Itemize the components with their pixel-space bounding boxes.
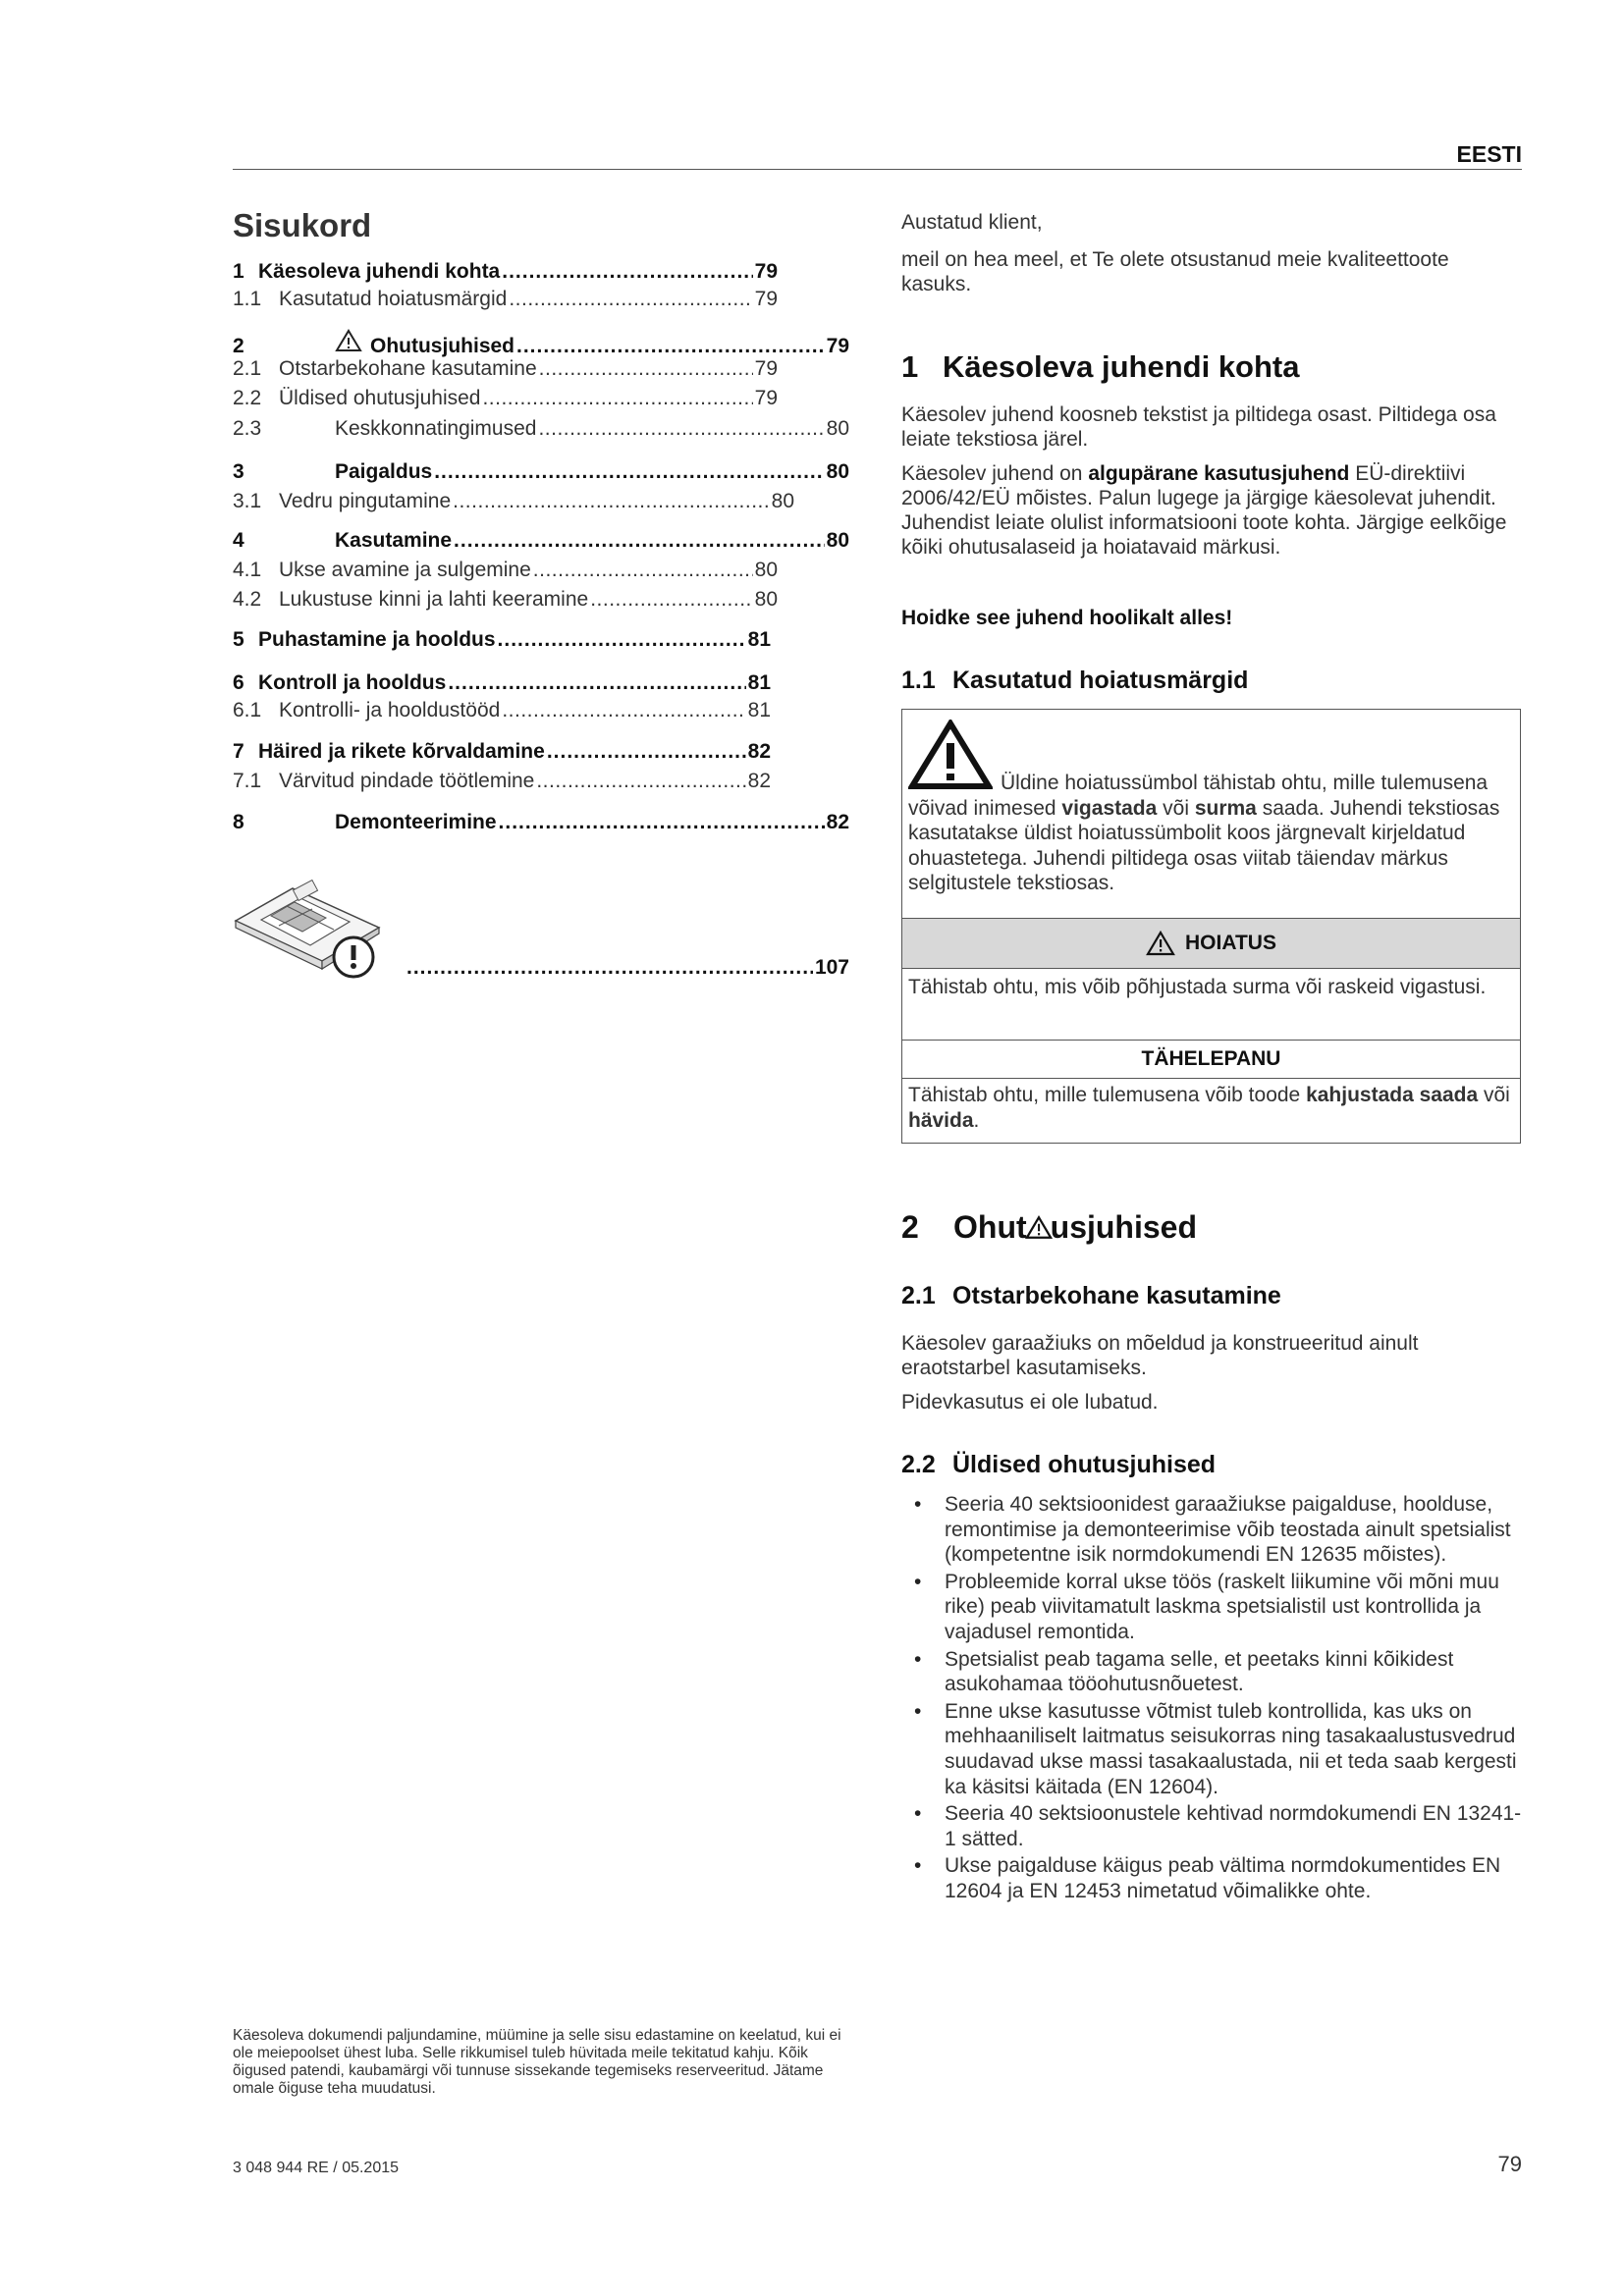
- toc-item[interactable]: 4.1 Ukse avamine ja sulgemine ..... 80: [233, 559, 778, 584]
- toc-item[interactable]: 6.1 Kontrolli- ja hooldustööd ..... 81: [233, 699, 771, 724]
- list-item: • Seeria 40 sektsioonustele kehtivad normdokumendi EN 13241-1 sätted.: [901, 1801, 1530, 1851]
- section-2-1-heading: 2.1 Otstarbekohane kasutamine: [901, 1282, 1281, 1309]
- copyright-notice: Käesoleva dokumendi paljundamine, müümine ja selle sisu edastamine on keelatud, kui ei ole meiepoolset ühest luba. Selle rikkumisel tuleb hüvitada meile tekitatud kahju. Kõik õigused patendi, kaubamärgi või tunnuse sissekande tegemiseks reserveeritud. Jätame omale õiguse teha muudatusi.: [233, 2027, 841, 2097]
- section-2-heading: 2 Ohut usjuhised: [901, 1209, 1197, 1245]
- greeting: Austatud klient,: [901, 211, 1043, 234]
- page-number: 79: [1497, 2152, 1522, 2176]
- language-label: EESTI: [1456, 141, 1522, 167]
- document-code: 3 048 944 RE / 05.2015: [233, 2160, 400, 2176]
- toc-item[interactable]: 2.1 Otstarbekohane kasutamine ..... 79: [233, 357, 778, 383]
- toc-item[interactable]: 2.2 Üldised ohutusjuhised ..... 79: [233, 387, 778, 412]
- tahelepanu-header: TÄHELEPANU: [902, 1040, 1520, 1079]
- toc-item[interactable]: 3.1 Vedru pingutamine ..... 80: [233, 490, 794, 515]
- toc-item[interactable]: 3 Paigaldus ..... 80: [233, 460, 849, 486]
- section-1-paragraph: Käesolev juhend on algupärane kasutusjuhend EÜ-direktiivi 2006/42/EÜ mõistes. Palun lugege ja järgige käesolevat juhendit. Juhendist leiate olulist informatsiooni toote kohta. Järgige eelkõige kõiki ohutusalaseid ja hoiatavaid märkusi.: [901, 462, 1507, 559]
- toc-item[interactable]: 4.2 Lukustuse kinni ja lahti keeramine ..... 80: [233, 588, 778, 614]
- hoiatus-description: Tähistab ohtu, mis võib põhjustada surma või raskeid vigastusi.: [908, 976, 1487, 998]
- toc-figure-item[interactable]: ..... 107: [405, 956, 849, 982]
- list-item: • Spetsialist peab tagama selle, et peetaks kinni kõikidest asukohamaa tööohutusnõuetest.: [901, 1647, 1530, 1697]
- section-2-1-paragraph: Pidevkasutus ei ole lubatud.: [901, 1391, 1159, 1414]
- toc-item[interactable]: 4 Kasutamine ..... 80: [233, 529, 849, 555]
- warning-triangle-icon: [1146, 931, 1175, 956]
- header-rule: [233, 169, 1522, 170]
- section-1-1-heading: 1.1 Kasutatud hoiatusmärgid: [901, 667, 1249, 694]
- toc-title: Sisukord: [233, 207, 372, 243]
- general-warning-description: Üldine hoiatussümbol tähistab ohtu, mille tulemusena võivad inimesed vigastada või surma saada. Juhendi tekstiosas kasutatakse üldist hoiatussümbolit koos järgnevalt kirjeldatud ohuastetega. Juhendi piltidega osas viitab täiendav märkus selgitustele tekstiosas.: [908, 772, 1500, 894]
- section-1-heading: 1 Käesoleva juhendi kohta: [901, 349, 1300, 384]
- toc-item[interactable]: 2 Ohutusjuhised ..... 79: [233, 329, 849, 354]
- toc-item[interactable]: 2.3 Keskkonnatingimused ..... 80: [233, 417, 849, 443]
- safety-instructions-list: [901, 1492, 1530, 1906]
- toc-item[interactable]: 1 Käesoleva juhendi kohta ..... 79: [233, 260, 778, 286]
- section-2-1-paragraph: Käesolev garaažiuks on mõeldud ja konstrueeritud ainult eraotstarbel kasutamiseks.: [901, 1332, 1419, 1379]
- section-2-2-heading: 2.2 Üldised ohutusjuhised: [901, 1451, 1217, 1478]
- section-1-keep-note: Hoidke see juhend hoolikalt alles!: [901, 607, 1233, 629]
- hoiatus-header: HOIATUS: [902, 918, 1520, 969]
- list-item: • Ukse paigalduse käigus peab vältima normdokumentides EN 12604 ja EN 12453 nimetatud võimalikke ohte.: [901, 1853, 1530, 1903]
- toc-item[interactable]: 7.1 Värvitud pindade töötlemine ..... 82: [233, 770, 771, 795]
- warning-triangle-icon: [1025, 1215, 1053, 1240]
- list-item: • Enne ukse kasutusse võtmist tuleb kontrollida, kas uks on mehhaaniliselt laitmatus seisukorras ning tasakaalustusvedrud suudavad ukse massi tasakaalustada, nii et teda saab kergesti ka käsitsi käitada (EN 12604).: [901, 1699, 1530, 1799]
- toc-item[interactable]: 1.1 Kasutatud hoiatusmärgid ..... 79: [233, 288, 778, 313]
- toc-item[interactable]: 6 Kontroll ja hooldus ..... 81: [233, 671, 771, 697]
- toc-item[interactable]: 7 Häired ja rikete kõrvaldamine ..... 82: [233, 740, 771, 766]
- toc-item[interactable]: 5 Puhastamine ja hooldus ..... 81: [233, 628, 771, 654]
- warning-triangle-icon: [335, 329, 362, 352]
- list-item: • Probleemide korral ukse töös (raskelt liikumine või mõni muu rike) peab viivitamatult laskma spetsialistil ust kontrollida ja vajadusel remontida.: [901, 1570, 1530, 1645]
- section-1-paragraph: Käesolev juhend koosneb tekstist ja piltidega osast. Piltidega osa leiate tekstiosa järel.: [901, 403, 1496, 451]
- intro-text: meil on hea meel, et Te olete otsustanud meie kvaliteettoote kasuks.: [901, 248, 1449, 295]
- list-item: • Seeria 40 sektsioonidest garaažiukse paigalduse, hoolduse, remontimise ja demonteerimise võib teostada ainult spetsialist (kompetentne isik normdokumendi EN 12635 mõistes).: [901, 1492, 1530, 1568]
- tahelepanu-description: Tähistab ohtu, mille tulemusena võib toode kahjustada saada või hävida.: [908, 1084, 1510, 1132]
- toc-item[interactable]: 8 Demonteerimine ..... 82: [233, 811, 849, 836]
- door-warning-figure-icon: [232, 877, 401, 985]
